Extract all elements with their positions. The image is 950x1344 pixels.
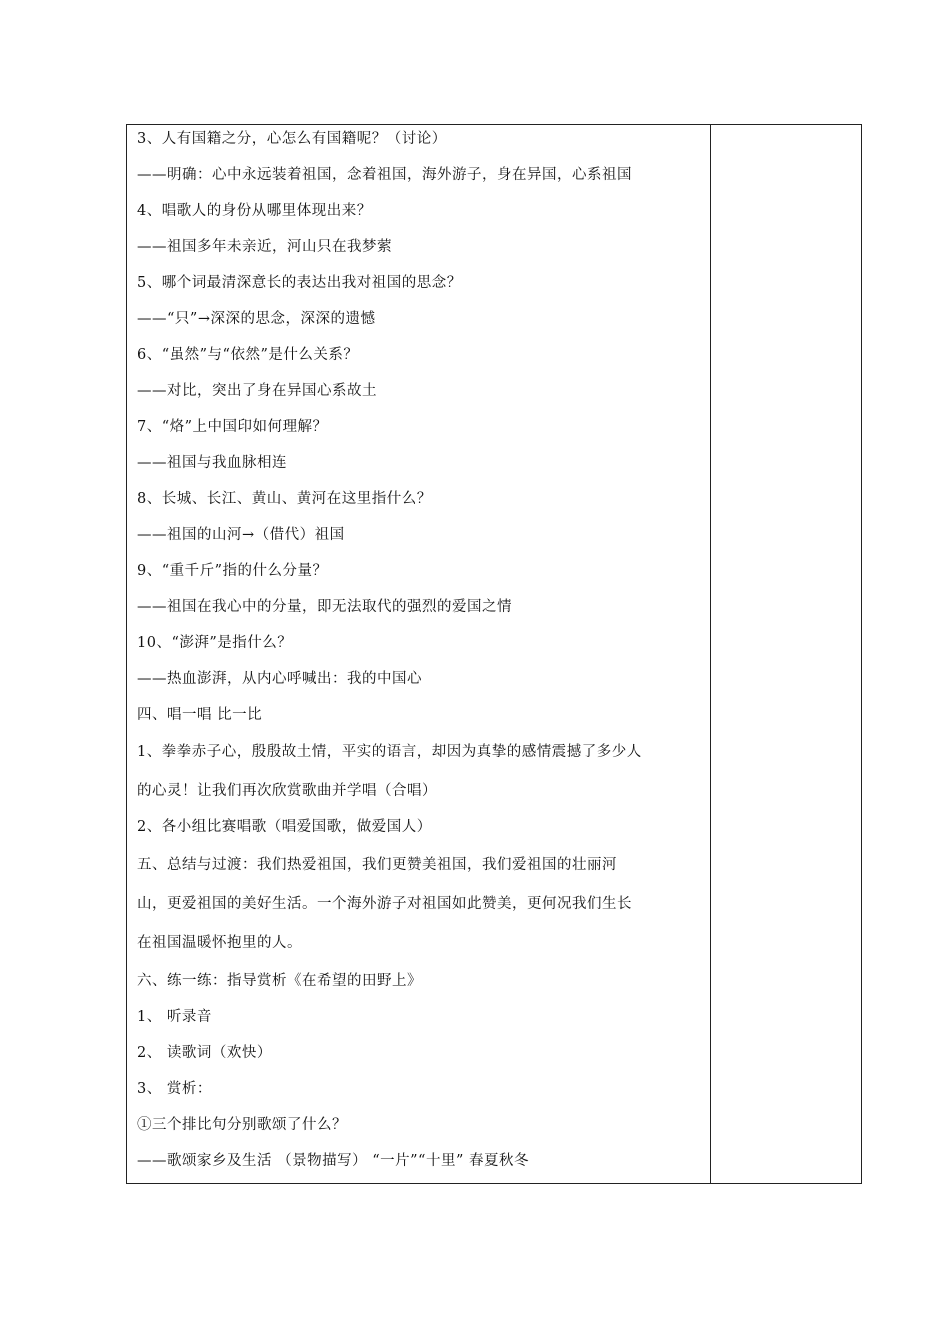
text-line: 4、唱歌人的身份从哪里体现出来？	[137, 203, 372, 219]
column-divider	[710, 125, 711, 1183]
text-line: 2、各小组比赛唱歌（唱爱国歌，做爱国人）	[137, 819, 432, 835]
text-line: 9、“重千斤”指的什么分量？	[137, 563, 328, 579]
text-line: ——明确：心中永远装着祖国，念着祖国，海外游子，身在异国，心系祖国	[137, 167, 632, 183]
text-line: ——祖国多年未亲近，河山只在我梦萦	[137, 239, 392, 255]
section-heading: 六、练一练：指导赏析《在希望的田野上》	[137, 973, 422, 989]
text-line: ——“只”→深深的思念，深深的遗憾	[137, 311, 376, 327]
text-line: 6、“虽然”与“依然”是什么关系？	[137, 347, 359, 363]
text-line: 7、“烙”上中国印如何理解？	[137, 419, 328, 435]
text-line: ——祖国的山河→（借代）祖国	[137, 527, 345, 543]
text-line: ——对比，突出了身在异国心系故土	[137, 383, 377, 399]
text-line: ①三个排比句分别歌颂了什么？	[137, 1117, 347, 1133]
text-line: ——歌颂家乡及生活 （景物描写） “一片”“十里” 春夏秋冬	[137, 1153, 529, 1169]
text-line: ——祖国与我血脉相连	[137, 455, 287, 471]
text-line: 3、人有国籍之分，心怎么有国籍呢？（讨论）	[137, 131, 447, 147]
list-item: 3、 赏析：	[137, 1081, 212, 1097]
text-line: ——热血澎湃，从内心呼喊出：我的中国心	[137, 671, 422, 687]
section-heading: 五、总结与过渡：我们热爱祖国，我们更赞美祖国，我们爱祖国的壮丽河	[137, 857, 617, 873]
text-line: 8、长城、长江、黄山、黄河在这里指什么？	[137, 491, 432, 507]
lesson-table	[126, 124, 862, 1184]
text-line: 1、拳拳赤子心，殷殷故土情，平实的语言，却因为真挚的感情震撼了多少人	[137, 744, 642, 760]
text-line: ——祖国在我心中的分量，即无法取代的强烈的爱国之情	[137, 599, 512, 615]
list-item: 2、 读歌词（欢快）	[137, 1045, 272, 1061]
text-line: 在祖国温暖怀抱里的人。	[137, 935, 302, 951]
section-heading: 四、唱一唱 比一比	[137, 707, 263, 723]
text-line: 山，更爱祖国的美好生活。一个海外游子对祖国如此赞美，更何况我们生长	[137, 896, 632, 912]
list-item: 1、 听录音	[137, 1009, 212, 1025]
text-line: 10、“澎湃”是指什么？	[137, 635, 293, 651]
text-line: 5、哪个词最清深意长的表达出我对祖国的思念？	[137, 275, 462, 291]
text-line: 的心灵！让我们再次欣赏歌曲并学唱（合唱）	[137, 783, 437, 799]
